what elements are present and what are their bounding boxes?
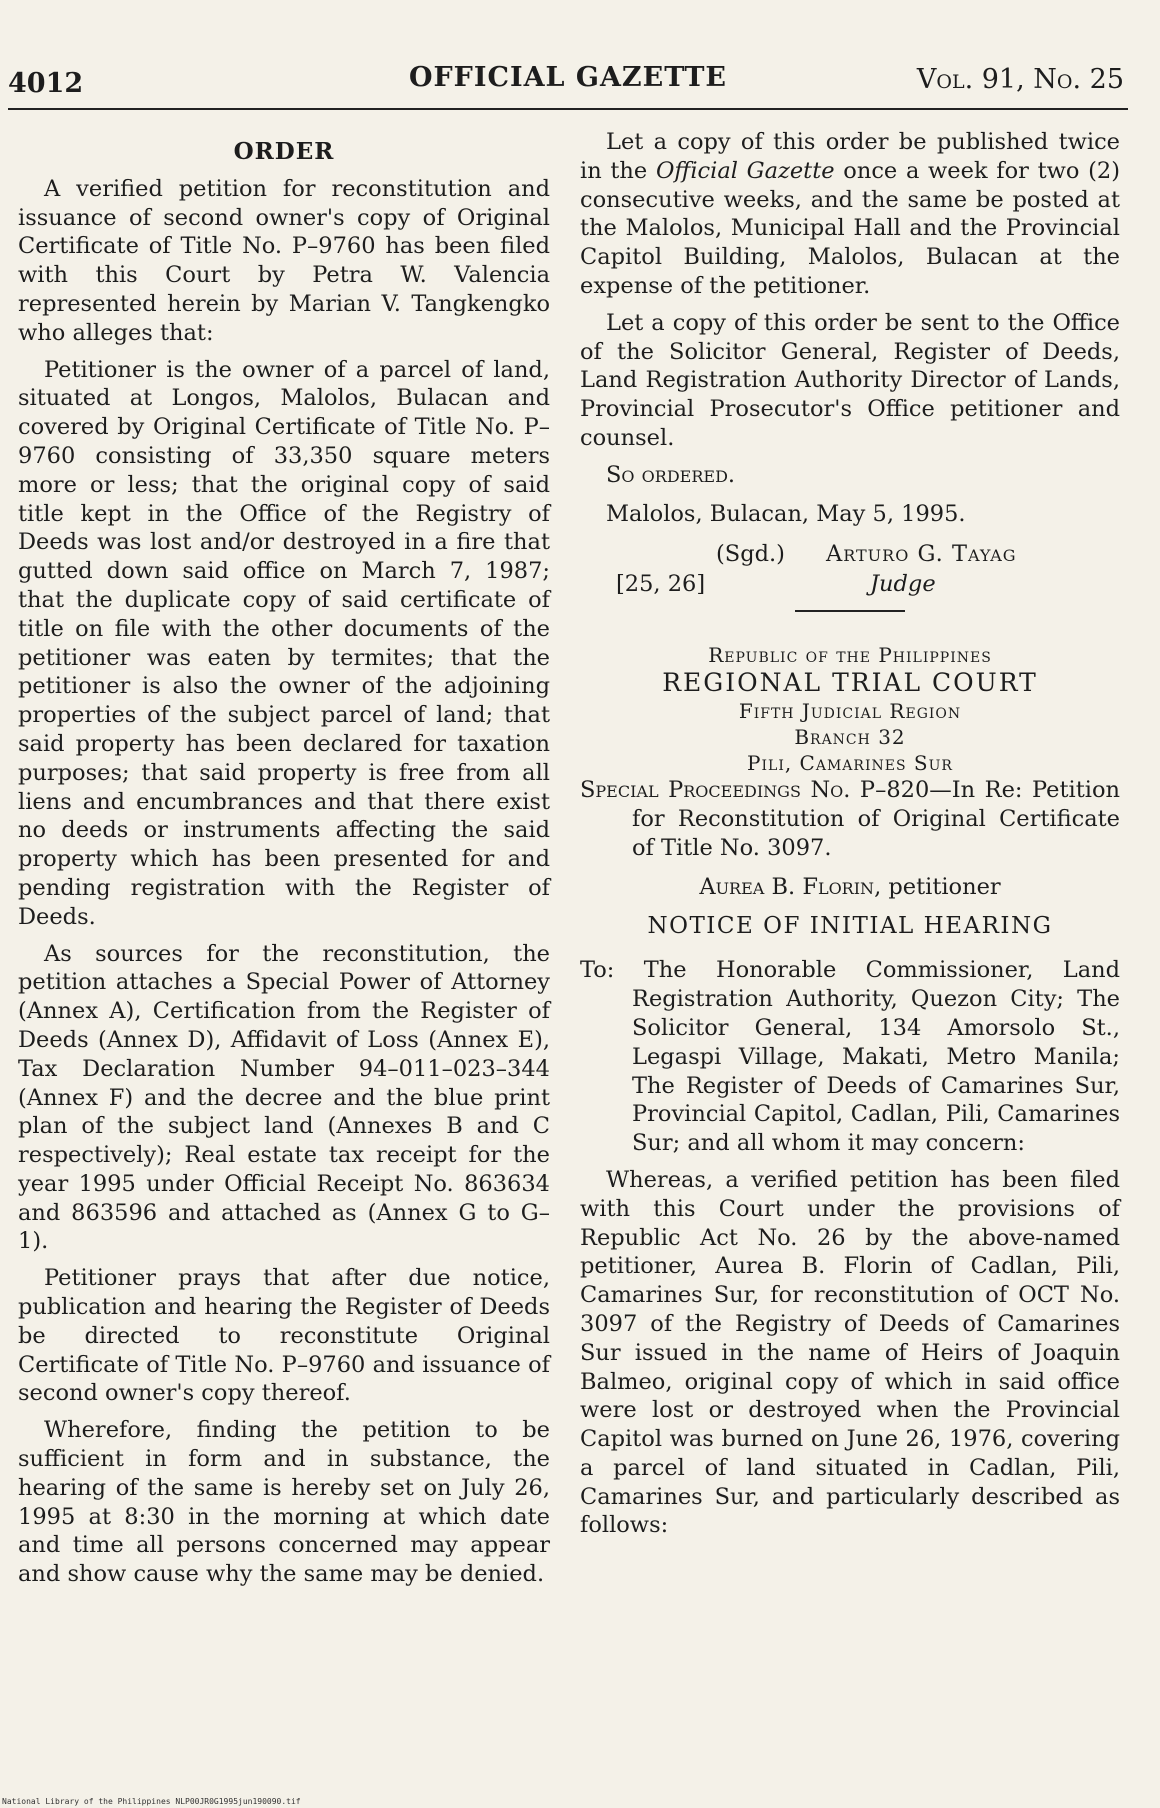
paragraph-publication — [580, 128, 1120, 301]
issue-reference: [25, 26] — [616, 571, 706, 598]
volume-number: Vol. 91, No. 25 — [916, 64, 1124, 95]
publication-title: OFFICIAL GAZETTE — [408, 62, 728, 93]
page-number: 4012 — [8, 68, 84, 99]
paragraph-prayer: Petitioner prays that after due notice, publication and hearing the Register of Deeds be directed to reconstitute Original Certificate of Title No. P–9760 and issuance of second owner's copy thereof. — [18, 1265, 550, 1407]
paragraph-allegations: Petitioner is the owner of a parcel of land, situated at Longos, Malolos, Bulacan and covered by Original Certificate of Title No. P–9760 consisting of 33,350 square meters more or less; that the original copy of said title kept in the Office of the Registry of Deeds was lost and/or destroyed in a fire that gutted down said office on March 7, 1987; that the duplicate copy of said certificate of title on file with the other documents of the petitioner was eaten by termites; that the petitioner is also the owner of the adjoining properties of the subject parcel of land; that said property has been declared for taxation purposes; that said property is free from all liens and encumbrances and that there exist no deeds or instruments affecting the said property which has been presented for and pending registration with the Register of Deeds. — [18, 356, 550, 930]
paragraph-hearing-set: Wherefore, finding the petition to be sufficient in form and in substance, the hearing of the same is hereby set on July 26, 1995 at 8:30 in the morning at which date and time all persons concerned may appear and show cause why the same may be denied. — [18, 1417, 550, 1588]
signature-block — [580, 540, 1120, 600]
left-column — [18, 128, 550, 1597]
publish-text-post: once a week for two (2) consecutive weeks, and the same be posted at the Malolos, Municipal Hall and the Provincial Capitol Building, Malolos, Bulacan at the expense of the petitioner. — [580, 157, 1121, 299]
paragraph-petition-intro: A verified petition for reconstitution and issuance of second owner's copy of Original Certificate of Title No. P–9760 has been filed with this Court by Petra W. Valencia represented herein by Marian V. Tangkengko who alleges that: — [18, 175, 550, 346]
court-branch: Branch 32 — [794, 725, 906, 750]
page-header — [8, 58, 1128, 110]
special-proceedings-subject: —In Re: Petition for Reconstitution of Original Certificate of Title No. 3097. — [632, 777, 1120, 861]
court-name: REGIONAL TRIAL COURT — [662, 668, 1038, 698]
paragraph-sources: As sources for the reconstitution, the petition attaches a Special Power of Attorney (Annex A), Certification from the Register of Deeds (Annex D), Affidavit of Loss (Annex E), Tax Declaration Number 94–011–023–344 (Annex F) and the decree and the blue print plan of the subject land (Annexes B and C respectively); Real estate tax receipt for the year 1995 under Official Receipt No. 863634 and 863596 and attached as (Annex G to G–1). — [18, 940, 550, 1255]
court-region: Fifth Judicial Region — [738, 699, 962, 724]
petitioner-suffix: , petitioner — [874, 873, 1001, 900]
to-text: The Honorable Commissioner, Land Registration Authority, Quezon City; The Solicitor General, 134 Amorsolo St., Legaspi Village, Makati, Metro Manila; The Register of Deeds of Camarines Sur, Provincial Capitol, Cadlan, Pili, Camarines Sur; and all whom it may concern: — [632, 957, 1120, 1157]
petitioner-line — [580, 873, 1120, 902]
notice-title: NOTICE OF INITIAL HEARING — [647, 912, 1053, 939]
order-heading: ORDER — [233, 138, 335, 165]
court-republic: Republic of the Philippines — [708, 643, 992, 668]
gazette-name: Official Gazette — [655, 157, 835, 184]
publish-text-pre: Let a copy of this order be published twice in the — [580, 129, 1120, 184]
paragraph-copy-sent: Let a copy of this order be sent to the Office of the Solicitor General, Register of Deeds, Land Registration Authority Director of Lands, Provincial Prosecutor's Office petitioner and counsel. — [580, 309, 1120, 451]
signatory-title: Judge — [870, 571, 936, 598]
to-label: To: — [580, 957, 615, 984]
special-proceedings-caption — [580, 776, 1120, 862]
place-date: Malolos, Bulacan, May 5, 1995. — [606, 500, 966, 527]
petitioner-name: Aurea B. Florin — [699, 873, 875, 900]
signatory-name: Arturo G. Tayag — [826, 541, 1017, 568]
scan-footer: National Library of the Philippines NLP00JR0G1995jun190090.tif — [2, 1797, 301, 1806]
paragraph-whereas: Whereas, a verified petition has been filed with this Court under the provisions of Republic Act No. 26 by the above-named petitioner, Aurea B. Florin of Cadlan, Pili, Camarines Sur, for reconstitution of OCT No. 3097 of the Registry of Deeds of Camarines Sur issued in the name of Heirs of Joaquin Balmeo, original copy of which in said office were lost or destroyed when the Provincial Capitol was burned on June 26, 1976, covering a parcel of land situated in Cadlan, Pili, Camarines Sur, and particularly described as follows: — [580, 1166, 1120, 1539]
section-divider — [795, 610, 905, 612]
addressees — [580, 956, 1120, 1158]
right-column — [580, 128, 1120, 1548]
special-proceedings-number: Special Proceedings No. P–820 — [580, 777, 930, 804]
court-location: Pili, Camarines Sur — [747, 751, 953, 776]
so-ordered: So ordered. — [606, 461, 736, 488]
signed-marker: (Sgd.) — [716, 541, 785, 568]
